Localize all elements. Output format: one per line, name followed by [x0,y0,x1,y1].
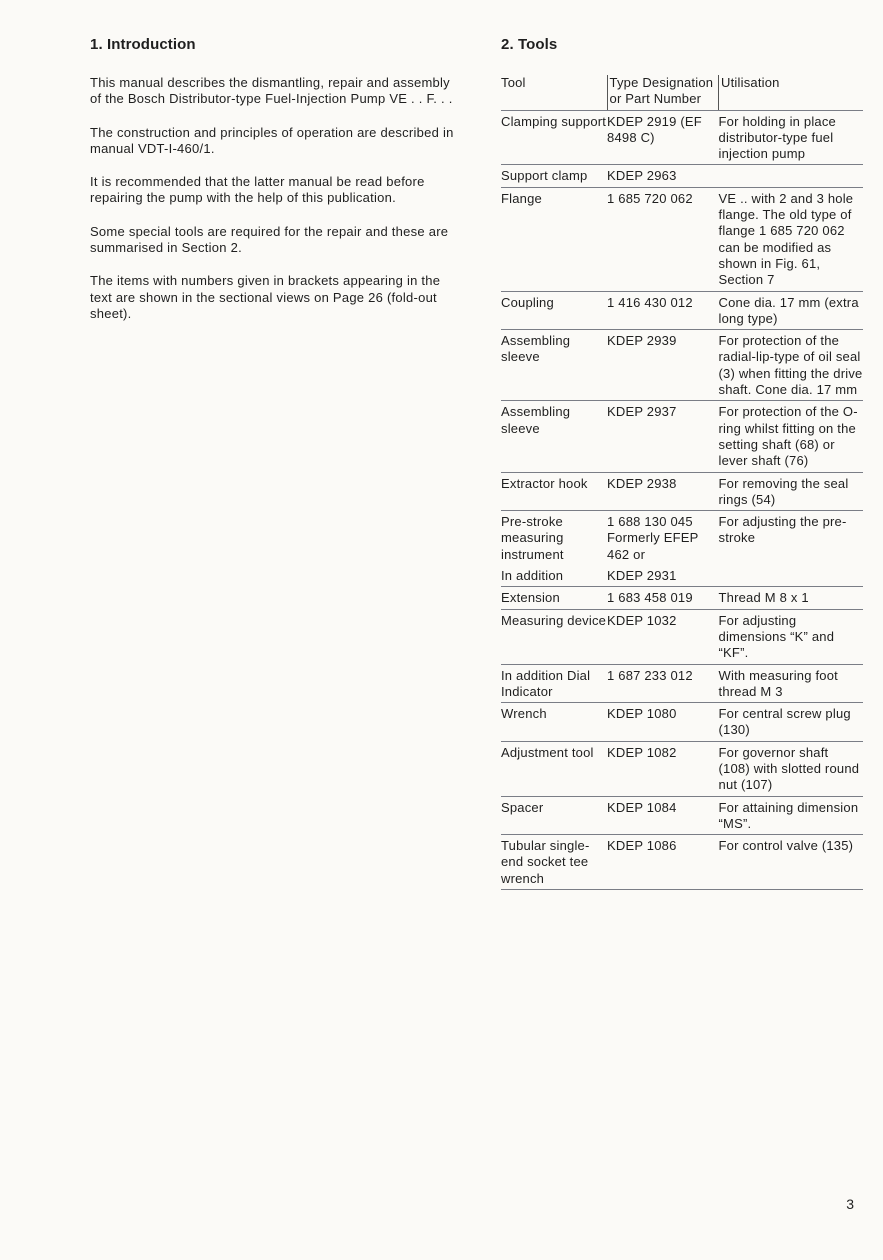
table-row [501,165,863,187]
tool-cell: Adjustment tool [501,741,607,796]
table-row [501,796,863,835]
part-number-cell: KDEP 1080 [607,703,719,742]
intro-paragraph: This manual describes the dismantling, repair and assembly of the Bosch Distributor-type Fuel-Injection Pump VE . . F. . . [90,75,453,107]
tools-table [501,75,863,890]
intro-paragraph: It is recommended that the latter manual be read before repairing the pump with the help of this publication. [90,174,425,206]
tool-cell: Clamping support [501,110,607,165]
utilisation-cell: For attaining dimension “MS”. [719,796,863,835]
tool-cell: Extractor hook [501,472,607,511]
utilisation-cell: For adjusting dimensions “K” and “KF”. [719,609,863,664]
table-row [501,110,863,165]
tool-cell: In addition Dial Indicator [501,664,607,703]
utilisation-cell: For control valve (135) [719,835,863,890]
utilisation-cell: For adjusting the pre-stroke [718,514,847,546]
tools-section [501,36,863,890]
utilisation-cell: For protection of the radial-lip-type of oil seal (3) when fitting the drive shaft. Cone dia. 17 mm [719,330,863,401]
part-number-cell: KDEP 1032 [607,609,719,664]
utilisation-cell: Thread M 8 x 1 [719,587,863,609]
tool-cell: Flange [501,187,607,291]
intro-paragraph: The items with numbers given in brackets appearing in the text are shown in the sectional views on Page 26 (fold-out sheet). [90,273,441,321]
tools-heading: 2. Tools [501,36,558,53]
column-header-utilisation: Utilisation [719,75,863,110]
utilisation-cell: For governor shaft (108) with slotted round nut (107) [719,741,863,796]
part-number-cell: KDEP 1086 [607,835,719,890]
table-row [501,401,863,472]
table-header-row [501,75,863,110]
part-number-cell: 1 683 458 019 [607,587,719,609]
tool-cell: Measuring device [501,609,607,664]
column-header-type: Type Designation or Part Number [607,75,719,110]
introduction-heading: 1. Introduction [90,36,196,53]
tool-cell: Assembling sleeve [501,330,607,401]
part-number-cell: KDEP 2939 [607,330,719,401]
part-number-cell: 1 685 720 062 [607,187,719,291]
utilisation-cell: VE .. with 2 and 3 hole flange. The old type of flange 1 685 720 062 can be modified as shown in Fig. 61, Section 7 [719,187,863,291]
intro-paragraph: The construction and principles of operation are described in manual VDT-I-460/1. [90,124,454,156]
utilisation-cell [719,165,863,187]
tool-cell: Coupling [501,291,607,330]
table-row [501,291,863,330]
table-row [501,330,863,401]
tool-cell: Support clamp [501,165,607,187]
tool-cell: Extension [501,587,607,609]
table-row [501,609,863,664]
column-header-tool: Tool [501,75,607,110]
part-number-cell: 1 416 430 012 [607,291,719,330]
tool-cell: In addition [501,565,607,587]
utilisation-cell: For holding in place distributor-type fuel injection pump [719,110,863,165]
table-row [501,187,863,291]
table-row [501,472,863,511]
part-number-cell: 1 687 233 012 [607,664,719,703]
table-row [501,835,863,890]
part-number-cell: KDEP 2919 (EF 8498 C) [607,110,719,165]
page-number: 3 [846,1196,854,1212]
tool-cell: Assembling sleeve [501,401,607,472]
tool-cell: Spacer [501,796,607,835]
table-row [501,741,863,796]
intro-paragraph: Some special tools are required for the repair and these are summarised in Section 2. [90,223,449,256]
utilisation-cell: For removing the seal rings (54) [719,472,863,511]
utilisation-cell [719,565,863,587]
table-row [501,703,863,742]
part-number-cell: KDEP 2937 [607,401,719,472]
part-number-cell: KDEP 1084 [607,796,719,835]
part-number-cell: KDEP 2938 [607,472,719,511]
introduction-section [90,36,455,339]
utilisation-cell: Cone dia. 17 mm (extra long type) [719,291,863,330]
table-row [501,511,863,565]
table-row [501,664,863,703]
part-number-cell: KDEP 1082 [607,741,719,796]
table-row [501,587,863,609]
utilisation-cell: With measuring foot thread M 3 [719,664,863,703]
table-row [501,565,863,587]
tool-cell: Pre-stroke measuring instrument [501,514,564,562]
tool-cell: Tubular single-end socket tee wrench [501,835,607,890]
utilisation-cell: For protection of the O-ring whilst fitting on the setting shaft (68) or lever shaft (76) [719,401,863,472]
utilisation-cell: For central screw plug (130) [719,703,863,742]
part-number-cell: KDEP 2931 [607,565,719,587]
part-number-cell: 1 688 130 045 Formerly EFEP 462 or [607,514,699,562]
part-number-cell: KDEP 2963 [607,165,719,187]
tool-cell: Wrench [501,703,607,742]
